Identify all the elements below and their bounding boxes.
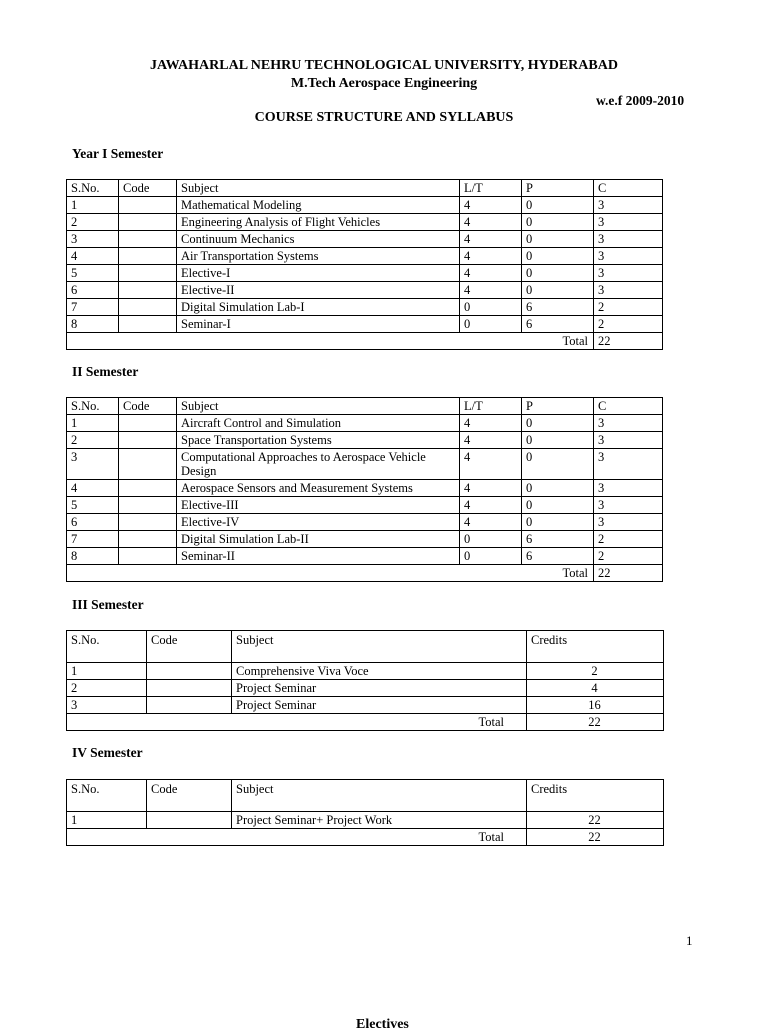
table-row [67, 282, 663, 299]
table-row [67, 197, 663, 214]
table-cell [119, 480, 177, 497]
table-cell: 4 [460, 214, 522, 231]
table-cell: 4 [460, 432, 522, 449]
column-header: S.No. [67, 180, 119, 197]
column-header: Credits [527, 631, 664, 663]
table-cell: 3 [594, 214, 663, 231]
column-header: P [522, 398, 594, 415]
total-row [67, 829, 664, 846]
total-label: Total [67, 333, 594, 350]
table-cell [119, 316, 177, 333]
table-cell [119, 432, 177, 449]
table-cell: 1 [67, 415, 119, 432]
table-cell: Project Seminar+ Project Work [232, 812, 527, 829]
table-cell: 0 [522, 480, 594, 497]
table-cell: Project Seminar [232, 697, 527, 714]
table-cell: 4 [460, 265, 522, 282]
table-cell: 0 [460, 299, 522, 316]
total-label: Total [67, 829, 527, 846]
table-cell: 3 [594, 197, 663, 214]
column-header: Code [119, 398, 177, 415]
table-cell [119, 197, 177, 214]
page-number: 1 [686, 933, 693, 948]
section-title-sem4: IV Semester [72, 745, 143, 760]
total-value: 22 [594, 565, 663, 582]
table-cell: Digital Simulation Lab-II [177, 531, 460, 548]
table-row [67, 299, 663, 316]
table-cell: Seminar-II [177, 548, 460, 565]
table-cell: Elective-IV [177, 514, 460, 531]
header-row [67, 180, 663, 197]
table-cell: 3 [594, 514, 663, 531]
table-cell: 4 [460, 449, 522, 480]
table-cell: 4 [460, 248, 522, 265]
table-cell: Computational Approaches to Aerospace Vehicle Design [177, 449, 460, 480]
header-row [67, 780, 664, 812]
table-cell: 0 [522, 197, 594, 214]
table-cell: 4 [527, 680, 664, 697]
table-cell: 4 [460, 497, 522, 514]
table-cell: 16 [527, 697, 664, 714]
table-row [67, 432, 663, 449]
table-cell: Elective-II [177, 282, 460, 299]
table-cell: Elective-I [177, 265, 460, 282]
table-cell: Engineering Analysis of Flight Vehicles [177, 214, 460, 231]
table-row [67, 231, 663, 248]
table-cell: 2 [527, 663, 664, 680]
column-header: S.No. [67, 780, 147, 812]
table-cell: 0 [522, 449, 594, 480]
table-cell: 6 [522, 531, 594, 548]
table-cell: 3 [67, 697, 147, 714]
table-cell: 2 [594, 531, 663, 548]
table-cell: Comprehensive Viva Voce [232, 663, 527, 680]
header-row [67, 631, 664, 663]
table-cell: Continuum Mechanics [177, 231, 460, 248]
table-cell: 2 [67, 680, 147, 697]
table-cell [119, 548, 177, 565]
table-row [67, 663, 664, 680]
column-header: Code [147, 631, 232, 663]
table-row [67, 248, 663, 265]
table-cell: 3 [594, 497, 663, 514]
column-header: Subject [232, 780, 527, 812]
table-row [67, 316, 663, 333]
column-header: P [522, 180, 594, 197]
table-row [67, 531, 663, 548]
column-header: S.No. [67, 398, 119, 415]
table-row [67, 697, 664, 714]
table-cell: 0 [460, 531, 522, 548]
table-cell: 3 [594, 231, 663, 248]
table-cell: 0 [522, 415, 594, 432]
column-header: Code [147, 780, 232, 812]
total-value: 22 [527, 714, 664, 731]
table-cell: 3 [594, 248, 663, 265]
header-row [67, 398, 663, 415]
total-row [67, 714, 664, 731]
table-cell: 7 [67, 299, 119, 316]
column-header: C [594, 180, 663, 197]
table-cell [119, 299, 177, 316]
table-cell: 1 [67, 812, 147, 829]
column-header: L/T [460, 180, 522, 197]
table-cell: 4 [460, 282, 522, 299]
table-cell: 4 [460, 415, 522, 432]
table-cell: 6 [67, 282, 119, 299]
table-cell: 0 [522, 497, 594, 514]
table-cell: 4 [460, 197, 522, 214]
table-cell [147, 680, 232, 697]
table-row [67, 449, 663, 480]
section-title-sem2: II Semester [72, 364, 139, 379]
total-row [67, 565, 663, 582]
table-cell [119, 497, 177, 514]
table-cell: 4 [460, 480, 522, 497]
column-header: C [594, 398, 663, 415]
column-header: Subject [232, 631, 527, 663]
table-cell: 1 [67, 197, 119, 214]
sem2-table [66, 397, 663, 582]
table-cell: Seminar-I [177, 316, 460, 333]
table-cell: 4 [67, 248, 119, 265]
table-cell [119, 282, 177, 299]
sem4-table [66, 779, 664, 846]
table-cell [119, 415, 177, 432]
table-cell: 3 [594, 415, 663, 432]
table-cell: 4 [67, 480, 119, 497]
table-cell: 2 [594, 299, 663, 316]
table-cell: 4 [460, 514, 522, 531]
table-cell: Air Transportation Systems [177, 248, 460, 265]
wef-date: w.e.f 2009-2010 [596, 93, 685, 108]
table-cell [119, 531, 177, 548]
total-row [67, 333, 663, 350]
total-value: 22 [527, 829, 664, 846]
table-cell [147, 812, 232, 829]
table-row [67, 480, 663, 497]
table-cell: 2 [594, 316, 663, 333]
total-label: Total [67, 565, 594, 582]
next-section-heading: Electives [356, 1017, 409, 1032]
table-cell: Aerospace Sensors and Measurement Systems [177, 480, 460, 497]
table-cell: 4 [460, 231, 522, 248]
table-row [67, 214, 663, 231]
column-header: Subject [177, 180, 460, 197]
table-cell [119, 248, 177, 265]
table-cell: 3 [594, 449, 663, 480]
table-row [67, 415, 663, 432]
table-cell: 2 [67, 214, 119, 231]
sem1-table [66, 179, 663, 350]
total-value: 22 [594, 333, 663, 350]
table-cell: 0 [522, 265, 594, 282]
column-header: Subject [177, 398, 460, 415]
table-cell: 3 [594, 480, 663, 497]
table-cell: 3 [594, 265, 663, 282]
table-cell: Digital Simulation Lab-I [177, 299, 460, 316]
table-cell [119, 214, 177, 231]
table-cell: 5 [67, 497, 119, 514]
table-cell: 22 [527, 812, 664, 829]
table-cell [119, 265, 177, 282]
table-row [67, 812, 664, 829]
column-header: Code [119, 180, 177, 197]
table-cell: 8 [67, 548, 119, 565]
table-cell [147, 663, 232, 680]
section-title-sem3: III Semester [72, 597, 144, 612]
table-cell: 5 [67, 265, 119, 282]
table-cell: 6 [522, 548, 594, 565]
column-header: L/T [460, 398, 522, 415]
column-header: Credits [527, 780, 664, 812]
document-title: COURSE STRUCTURE AND SYLLABUS [254, 110, 514, 125]
table-cell: Space Transportation Systems [177, 432, 460, 449]
table-row [67, 514, 663, 531]
program-name: M.Tech Aerospace Engineering [290, 76, 478, 91]
table-cell: 3 [594, 282, 663, 299]
table-cell: 0 [522, 432, 594, 449]
table-row [67, 680, 664, 697]
university-name: JAWAHARLAL NEHRU TECHNOLOGICAL UNIVERSITY, HYDERABAD [150, 58, 618, 73]
table-cell: 3 [67, 231, 119, 248]
table-cell: 6 [522, 299, 594, 316]
table-cell: 2 [594, 548, 663, 565]
table-cell: 0 [460, 548, 522, 565]
table-cell: 2 [67, 432, 119, 449]
table-cell: Elective-III [177, 497, 460, 514]
section-title-sem1: Year I Semester [72, 146, 164, 161]
table-cell [119, 514, 177, 531]
table-cell: Mathematical Modeling [177, 197, 460, 214]
table-cell: 3 [594, 432, 663, 449]
total-label: Total [67, 714, 527, 731]
table-cell: 0 [460, 316, 522, 333]
table-cell [119, 231, 177, 248]
table-cell: 7 [67, 531, 119, 548]
column-header: S.No. [67, 631, 147, 663]
table-cell: 0 [522, 214, 594, 231]
table-cell: Aircraft Control and Simulation [177, 415, 460, 432]
table-row [67, 548, 663, 565]
table-cell: 0 [522, 231, 594, 248]
table-cell: 0 [522, 514, 594, 531]
table-cell [119, 449, 177, 480]
table-cell [147, 697, 232, 714]
table-cell: 0 [522, 282, 594, 299]
table-cell: 8 [67, 316, 119, 333]
table-cell: 6 [67, 514, 119, 531]
table-cell: 6 [522, 316, 594, 333]
table-cell: 1 [67, 663, 147, 680]
sem3-table [66, 630, 664, 731]
table-row [67, 265, 663, 282]
table-row [67, 497, 663, 514]
table-cell: 0 [522, 248, 594, 265]
table-cell: Project Seminar [232, 680, 527, 697]
table-cell: 3 [67, 449, 119, 480]
